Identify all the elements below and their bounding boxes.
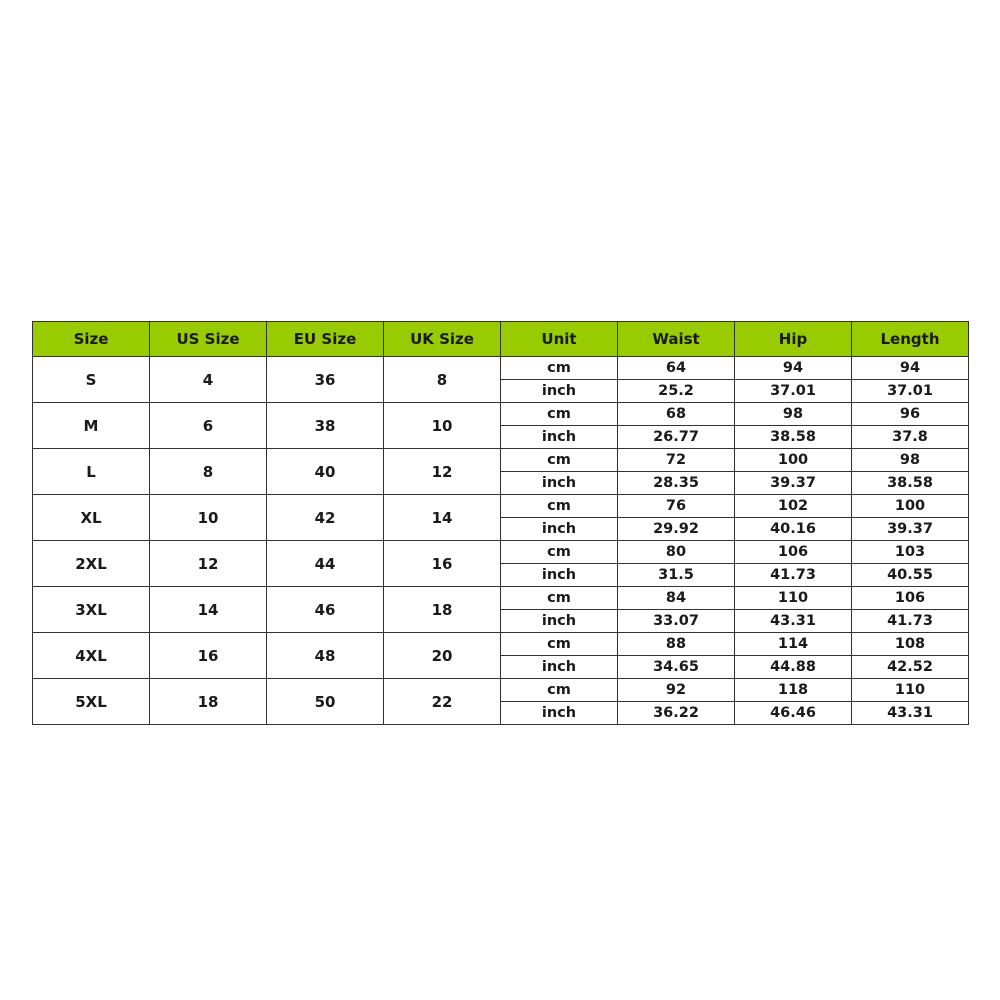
uk-size-cell: 22 [384, 679, 501, 725]
waist-cell: 28.35 [618, 472, 735, 495]
header-length: Length [852, 322, 969, 357]
hip-cell: 43.31 [735, 610, 852, 633]
waist-cell: 36.22 [618, 702, 735, 725]
unit-cell: inch [501, 702, 618, 725]
length-cell: 98 [852, 449, 969, 472]
eu-size-cell: 48 [267, 633, 384, 679]
header-size: Size [33, 322, 150, 357]
table-header [33, 322, 969, 357]
uk-size-cell: 16 [384, 541, 501, 587]
uk-size-cell: 10 [384, 403, 501, 449]
size-chart-table [32, 321, 969, 725]
length-cell: 39.37 [852, 518, 969, 541]
table-row-cm [33, 403, 969, 426]
size-cell: 3XL [33, 587, 150, 633]
waist-cell: 26.77 [618, 426, 735, 449]
unit-cell: inch [501, 380, 618, 403]
table-row-cm [33, 357, 969, 380]
hip-cell: 106 [735, 541, 852, 564]
size-cell: S [33, 357, 150, 403]
waist-cell: 72 [618, 449, 735, 472]
table-row-cm [33, 495, 969, 518]
waist-cell: 92 [618, 679, 735, 702]
us-size-cell: 4 [150, 357, 267, 403]
table-row-cm [33, 633, 969, 656]
length-cell: 100 [852, 495, 969, 518]
header-hip: Hip [735, 322, 852, 357]
unit-cell: inch [501, 472, 618, 495]
hip-cell: 114 [735, 633, 852, 656]
hip-cell: 98 [735, 403, 852, 426]
table-row-cm [33, 587, 969, 610]
length-cell: 41.73 [852, 610, 969, 633]
uk-size-cell: 12 [384, 449, 501, 495]
hip-cell: 94 [735, 357, 852, 380]
waist-cell: 29.92 [618, 518, 735, 541]
us-size-cell: 8 [150, 449, 267, 495]
length-cell: 37.8 [852, 426, 969, 449]
header-waist: Waist [618, 322, 735, 357]
size-cell: 4XL [33, 633, 150, 679]
table-row-cm [33, 449, 969, 472]
size-cell: L [33, 449, 150, 495]
length-cell: 94 [852, 357, 969, 380]
hip-cell: 102 [735, 495, 852, 518]
us-size-cell: 16 [150, 633, 267, 679]
waist-cell: 25.2 [618, 380, 735, 403]
eu-size-cell: 50 [267, 679, 384, 725]
length-cell: 42.52 [852, 656, 969, 679]
size-cell: M [33, 403, 150, 449]
hip-cell: 100 [735, 449, 852, 472]
waist-cell: 68 [618, 403, 735, 426]
unit-cell: cm [501, 403, 618, 426]
length-cell: 40.55 [852, 564, 969, 587]
hip-cell: 39.37 [735, 472, 852, 495]
unit-cell: inch [501, 656, 618, 679]
header-row [33, 322, 969, 357]
unit-cell: cm [501, 449, 618, 472]
hip-cell: 118 [735, 679, 852, 702]
header-unit: Unit [501, 322, 618, 357]
uk-size-cell: 14 [384, 495, 501, 541]
waist-cell: 33.07 [618, 610, 735, 633]
length-cell: 43.31 [852, 702, 969, 725]
table-row-cm [33, 679, 969, 702]
us-size-cell: 10 [150, 495, 267, 541]
unit-cell: cm [501, 541, 618, 564]
length-cell: 38.58 [852, 472, 969, 495]
eu-size-cell: 40 [267, 449, 384, 495]
length-cell: 106 [852, 587, 969, 610]
waist-cell: 64 [618, 357, 735, 380]
waist-cell: 34.65 [618, 656, 735, 679]
hip-cell: 40.16 [735, 518, 852, 541]
eu-size-cell: 38 [267, 403, 384, 449]
header-uk-size: UK Size [384, 322, 501, 357]
unit-cell: cm [501, 495, 618, 518]
eu-size-cell: 36 [267, 357, 384, 403]
header-us-size: US Size [150, 322, 267, 357]
header-eu-size: EU Size [267, 322, 384, 357]
us-size-cell: 12 [150, 541, 267, 587]
hip-cell: 37.01 [735, 380, 852, 403]
hip-cell: 41.73 [735, 564, 852, 587]
unit-cell: cm [501, 357, 618, 380]
table-body [33, 357, 969, 725]
us-size-cell: 6 [150, 403, 267, 449]
length-cell: 37.01 [852, 380, 969, 403]
uk-size-cell: 20 [384, 633, 501, 679]
waist-cell: 88 [618, 633, 735, 656]
length-cell: 103 [852, 541, 969, 564]
unit-cell: cm [501, 587, 618, 610]
size-cell: 2XL [33, 541, 150, 587]
waist-cell: 84 [618, 587, 735, 610]
table-row-cm [33, 541, 969, 564]
hip-cell: 44.88 [735, 656, 852, 679]
size-cell: 5XL [33, 679, 150, 725]
unit-cell: inch [501, 426, 618, 449]
unit-cell: inch [501, 610, 618, 633]
hip-cell: 46.46 [735, 702, 852, 725]
waist-cell: 31.5 [618, 564, 735, 587]
waist-cell: 80 [618, 541, 735, 564]
unit-cell: inch [501, 518, 618, 541]
us-size-cell: 18 [150, 679, 267, 725]
us-size-cell: 14 [150, 587, 267, 633]
hip-cell: 110 [735, 587, 852, 610]
unit-cell: cm [501, 633, 618, 656]
length-cell: 108 [852, 633, 969, 656]
eu-size-cell: 44 [267, 541, 384, 587]
length-cell: 96 [852, 403, 969, 426]
uk-size-cell: 8 [384, 357, 501, 403]
hip-cell: 38.58 [735, 426, 852, 449]
eu-size-cell: 42 [267, 495, 384, 541]
unit-cell: inch [501, 564, 618, 587]
size-cell: XL [33, 495, 150, 541]
unit-cell: cm [501, 679, 618, 702]
length-cell: 110 [852, 679, 969, 702]
uk-size-cell: 18 [384, 587, 501, 633]
waist-cell: 76 [618, 495, 735, 518]
eu-size-cell: 46 [267, 587, 384, 633]
